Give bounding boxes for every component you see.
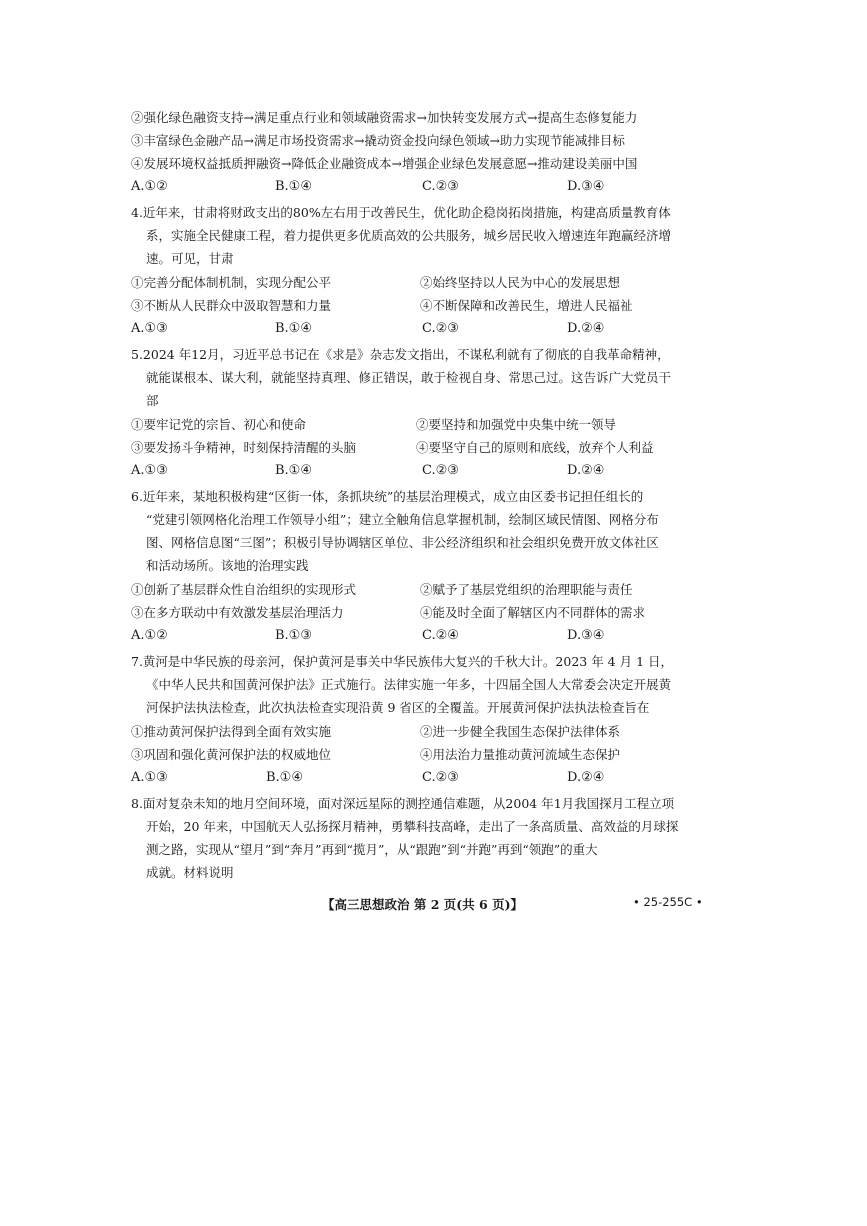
q7-stem-line-2: 《中华人民共和国黄河保护法》正式施行。法律实施一年多，十四届全国人大常委会决定开展黄 xyxy=(146,677,672,692)
q5-stem-line-1: 5.2024 年12月，习近平总书记在《求是》杂志发文指出，不谋私利就有了彻底的自我革命精神， xyxy=(131,347,670,362)
q6-stem-line-1: 6.近年来，某地积极构建“区街一体，条抓块统”的基层治理模式，成立由区委书记担任组长的 xyxy=(131,489,644,504)
q6-stem-line-4: 和活动场所。该地的治理实践 xyxy=(146,558,309,573)
q6-choice-c: C.②④ xyxy=(422,628,459,643)
q4-choice-d: D.②④ xyxy=(567,321,605,336)
q7-stem-line-1: 7.黄河是中华民族的母亲河，保护黄河是事关中华民族伟大复兴的千秋大计。2023 年 4 月 1 日， xyxy=(131,654,674,669)
q7-choice-b: B.①④ xyxy=(266,770,303,785)
q5-option-4: ④要坚守自己的原则和底线，放弃个人利益 xyxy=(416,440,654,455)
q5-option-3: ③要发扬斗争精神，时刻保持清醒的头脑 xyxy=(131,440,357,455)
q3-option-4: ④发展环境权益抵质押融资→降低企业融资成本→增强企业绿色发展意愿→推动建设美丽中国 xyxy=(131,156,638,171)
q3-choice-c: C.②③ xyxy=(422,179,459,194)
q5-choice-c: C.②③ xyxy=(422,463,459,478)
q4-option-3: ③不断从人民群众中汲取智慧和力量 xyxy=(131,298,332,313)
q5-stem-line-3: 部 xyxy=(146,393,159,408)
q6-choice-a: A.①② xyxy=(131,628,168,643)
q4-choice-b: B.①④ xyxy=(275,321,312,336)
q4-stem-line-3: 速。可见，甘肃 xyxy=(146,251,234,266)
q7-choice-a: A.①③ xyxy=(131,770,168,785)
q7-option-4: ④用法治力量推动黄河流域生态保护 xyxy=(420,747,621,762)
page-footer-code: • 25-255C • xyxy=(633,895,703,909)
q4-option-1: ①完善分配体制机制，实现分配公平 xyxy=(131,275,332,290)
q5-option-1: ①要牢记党的宗旨、初心和使命 xyxy=(131,417,307,432)
q8-stem-line-2: 开始，20 年来，中国航天人弘扬探月精神，勇攀科技高峰，走出了一条高质量、高效益的月球探 xyxy=(146,819,679,834)
q5-stem-line-2: 就能谋根本、谋大利，就能坚持真理、修正错误，敢于检视自身、常思己过。这告诉广大党员干 xyxy=(146,370,672,385)
q3-choice-b: B.①④ xyxy=(275,179,312,194)
q8-stem-line-1: 8.面对复杂未知的地月空间环境，面对深远星际的测控通信难题，从2004 年1月我国探月工程立项 xyxy=(131,796,675,811)
q4-option-2: ②始终坚持以人民为中心的发展思想 xyxy=(420,275,621,290)
q4-option-4: ④不断保障和改善民生，增进人民福祉 xyxy=(420,298,633,313)
q7-option-2: ②进一步健全我国生态保护法律体系 xyxy=(420,724,621,739)
q6-stem-line-3: 图、网格信息图“三图”；积极引导协调辖区单位、非公经济组织和社会组织免费开放文体社区 xyxy=(146,535,659,550)
q6-option-3: ③在多方联动中有效激发基层治理活力 xyxy=(131,605,344,620)
q7-choice-d: D.②④ xyxy=(567,770,605,785)
q3-option-2: ②强化绿色融资支持→满足重点行业和领域融资需求→加快转变发展方式→提高生态修复能力 xyxy=(131,110,638,125)
q6-choice-d: D.③④ xyxy=(567,628,605,643)
q7-option-1: ①推动黄河保护法得到全面有效实施 xyxy=(131,724,332,739)
q7-choice-c: C.②③ xyxy=(422,770,459,785)
q4-stem-line-2: 系，实施全民健康工程，着力提供更多优质高效的公共服务，城乡居民收入增速连年跑赢经济增 xyxy=(146,228,672,243)
q7-option-3: ③巩固和强化黄河保护法的权威地位 xyxy=(131,747,332,762)
q3-choice-d: D.③④ xyxy=(567,179,605,194)
page-footer-title: 【高三思想政治 第 2 页(共 6 页)】 xyxy=(322,897,523,912)
q6-choice-b: B.①③ xyxy=(275,628,312,643)
q5-choice-a: A.①③ xyxy=(131,463,168,478)
q4-choice-c: C.②③ xyxy=(422,321,459,336)
q4-choice-a: A.①③ xyxy=(131,321,168,336)
q6-option-1: ①创新了基层群众性自治组织的实现形式 xyxy=(131,582,357,597)
q7-stem-line-3: 河保护法执法检查，此次执法检查实现沿黄 9 省区的全覆盖。开展黄河保护法执法检查旨在 xyxy=(146,700,650,715)
q6-option-4: ④能及时全面了解辖区内不同群体的需求 xyxy=(420,605,646,620)
q5-choice-d: D.②④ xyxy=(567,463,605,478)
q6-option-2: ②赋予了基层党组织的治理职能与责任 xyxy=(420,582,633,597)
q8-stem-line-4: 成就。材料说明 xyxy=(146,865,234,880)
q5-option-2: ②要坚持和加强党中央集中统一领导 xyxy=(416,417,617,432)
q3-option-3: ③丰富绿色金融产品→满足市场投资需求→撬动资金投向绿色领域→助力实现节能减排目标 xyxy=(131,133,625,148)
q3-choice-a: A.①② xyxy=(131,179,168,194)
q5-choice-b: B.①④ xyxy=(275,463,312,478)
q8-stem-line-3: 测之路，实现从“望月”到“奔月”再到“揽月”，从“跟跑”到“并跑”再到“领跑”的重大 xyxy=(146,842,598,857)
q6-stem-line-2: “党建引领网格化治理工作领导小组”；建立全触角信息掌握机制，绘制区域民情图、网格分布 xyxy=(146,512,659,527)
q4-stem-line-1: 4.近年来，甘肃将财政支出的80%左右用于改善民生，优化助企稳岗拓岗措施，构建高质量教育体 xyxy=(131,205,671,220)
